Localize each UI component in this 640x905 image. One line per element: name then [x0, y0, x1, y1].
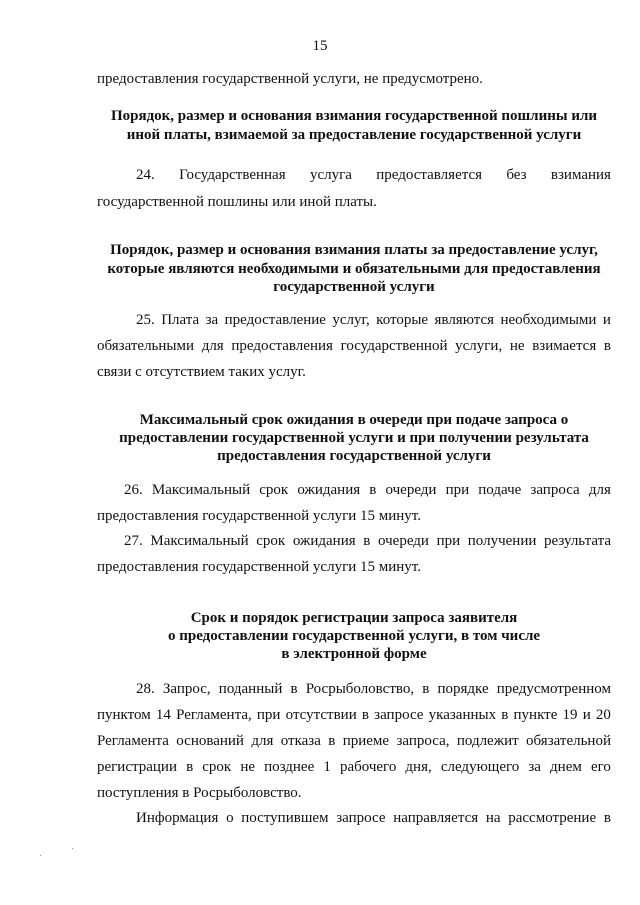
- word: в: [361, 707, 369, 723]
- word: взимания: [550, 167, 611, 183]
- section-heading-line: Срок и порядок регистрации запроса заявителя: [190, 610, 518, 626]
- word: направляется: [393, 810, 479, 826]
- word: позднее: [264, 759, 315, 775]
- word: 26.: [124, 482, 143, 498]
- word: на: [485, 810, 501, 826]
- word: запросе: [374, 707, 424, 723]
- word: 25.: [136, 312, 155, 328]
- word: услуг,: [332, 312, 370, 328]
- word: Максимальный: [151, 482, 251, 498]
- word: дня,: [405, 759, 432, 775]
- word: 1: [323, 759, 331, 775]
- word: услуги,: [455, 338, 503, 354]
- section-heading-line: Максимальный срок ожидания в очереди при подаче запроса о: [139, 412, 569, 428]
- text-line: государственной пошлины или иной платы.: [97, 194, 377, 210]
- section-heading-line: которые являются необходимыми и обязательными для предоставления: [107, 261, 601, 277]
- word: предоставляется: [376, 167, 483, 183]
- text-line: поступления в Росрыболовство.: [97, 785, 302, 801]
- section-heading-line: предоставлении государственной услуги и при получении результата: [119, 430, 589, 446]
- justified-line: [136, 682, 611, 697]
- word: Росрыболовство,: [305, 681, 415, 697]
- word: Запрос,: [162, 681, 211, 697]
- word: в: [290, 681, 298, 697]
- text-line: предоставления государственной услуги 15 минут.: [97, 559, 421, 575]
- section-heading-line: о предоставлении государственной услуги, в том числе: [167, 628, 541, 644]
- word: 27.: [124, 533, 143, 549]
- justified-line: [97, 734, 611, 749]
- word: приеме: [342, 733, 390, 749]
- word: 14: [155, 707, 171, 723]
- word: отказа: [280, 733, 321, 749]
- word: подаче: [478, 482, 522, 498]
- word: для: [588, 482, 611, 498]
- word: указанных: [428, 707, 497, 723]
- word: 24.: [136, 167, 155, 183]
- section-heading-line: Порядок, размер и основания взимания государственной пошлины или: [110, 108, 598, 124]
- word: подлежит: [456, 733, 519, 749]
- word: обязательными: [97, 338, 195, 354]
- word: для: [201, 338, 224, 354]
- word: являются: [434, 312, 495, 328]
- section-heading-line: в электронной форме: [281, 646, 427, 662]
- word: и: [582, 707, 591, 723]
- word: очереди: [385, 482, 437, 498]
- word: при: [256, 707, 281, 723]
- word: 28.: [136, 681, 155, 697]
- word: поданный: [218, 681, 283, 697]
- word: для: [251, 733, 274, 749]
- word: в: [328, 733, 336, 749]
- word: пункте: [513, 707, 558, 723]
- scan-speck: [40, 855, 41, 856]
- word: Плата: [161, 312, 200, 328]
- word: которые: [376, 312, 429, 328]
- word: 19: [562, 707, 578, 723]
- section-heading-line: иной платы, взимаемой за предоставление государственной услуги: [126, 127, 582, 143]
- word: при: [436, 533, 461, 549]
- word: рассмотрение: [508, 810, 597, 826]
- word: следующего: [440, 759, 520, 775]
- justified-line: [136, 811, 611, 826]
- word: предоставление: [224, 312, 326, 328]
- word: Регламента: [97, 733, 169, 749]
- justified-line: [97, 708, 611, 723]
- word: в: [603, 810, 611, 826]
- word: 20: [595, 707, 611, 723]
- word: Информация: [136, 810, 219, 826]
- word: порядке: [437, 681, 489, 697]
- word: срок: [202, 759, 232, 775]
- word: рабочего: [339, 759, 397, 775]
- scan-speck: [72, 848, 73, 849]
- word: ожидания: [297, 482, 361, 498]
- word: при: [445, 482, 470, 498]
- word: не: [509, 338, 525, 354]
- word: запроса,: [396, 733, 450, 749]
- word: его: [590, 759, 611, 775]
- word: о: [226, 810, 234, 826]
- word: отсутствии: [285, 707, 357, 723]
- word: Максимальный: [150, 533, 249, 549]
- word: очереди: [378, 533, 429, 549]
- word: результата: [544, 533, 611, 549]
- justified-line: [124, 483, 611, 498]
- word: срок: [259, 482, 289, 498]
- word: услуга: [309, 167, 352, 183]
- word: обязательной: [526, 733, 611, 749]
- word: необходимыми: [500, 312, 597, 328]
- word: в: [603, 338, 611, 354]
- word: государственной: [340, 338, 448, 354]
- word: предусмотренном: [496, 681, 611, 697]
- justified-line: [97, 760, 611, 775]
- word: срок: [256, 533, 286, 549]
- word: в: [363, 533, 371, 549]
- word: поступившем: [241, 810, 329, 826]
- justified-line: [124, 534, 611, 549]
- word: в: [369, 482, 377, 498]
- word: Регламента,: [176, 707, 252, 723]
- word: и: [602, 312, 611, 328]
- word: за: [528, 759, 541, 775]
- word: получении: [467, 533, 537, 549]
- word: предоставления: [231, 338, 333, 354]
- word: в: [422, 681, 430, 697]
- justified-line: [136, 168, 611, 183]
- justified-line: [136, 313, 611, 328]
- word: запросе: [336, 810, 386, 826]
- word: в: [501, 707, 509, 723]
- section-heading-line: предоставления государственной услуги: [217, 448, 491, 464]
- word: днем: [550, 759, 582, 775]
- word: взимается: [532, 338, 597, 354]
- word: оснований: [176, 733, 244, 749]
- text-line: связи с отсутствием таких услуг.: [97, 364, 306, 380]
- word: Государственная: [179, 167, 286, 183]
- section-heading-line: государственной услуги: [273, 279, 435, 295]
- word: ожидания: [292, 533, 356, 549]
- text-line: предоставления государственной услуги, не предусмотрено.: [97, 71, 483, 87]
- word: в: [186, 759, 194, 775]
- word: без: [506, 167, 527, 183]
- section-heading-line: Порядок, размер и основания взимания платы за предоставление услуг,: [110, 242, 598, 258]
- page-number: 15: [312, 38, 328, 54]
- word: регистрации: [97, 759, 177, 775]
- word: не: [240, 759, 255, 775]
- word: запроса: [530, 482, 580, 498]
- text-line: предоставления государственной услуги 15 минут.: [97, 508, 421, 524]
- justified-line: [97, 339, 611, 354]
- word: за: [205, 312, 219, 328]
- word: пунктом: [97, 707, 151, 723]
